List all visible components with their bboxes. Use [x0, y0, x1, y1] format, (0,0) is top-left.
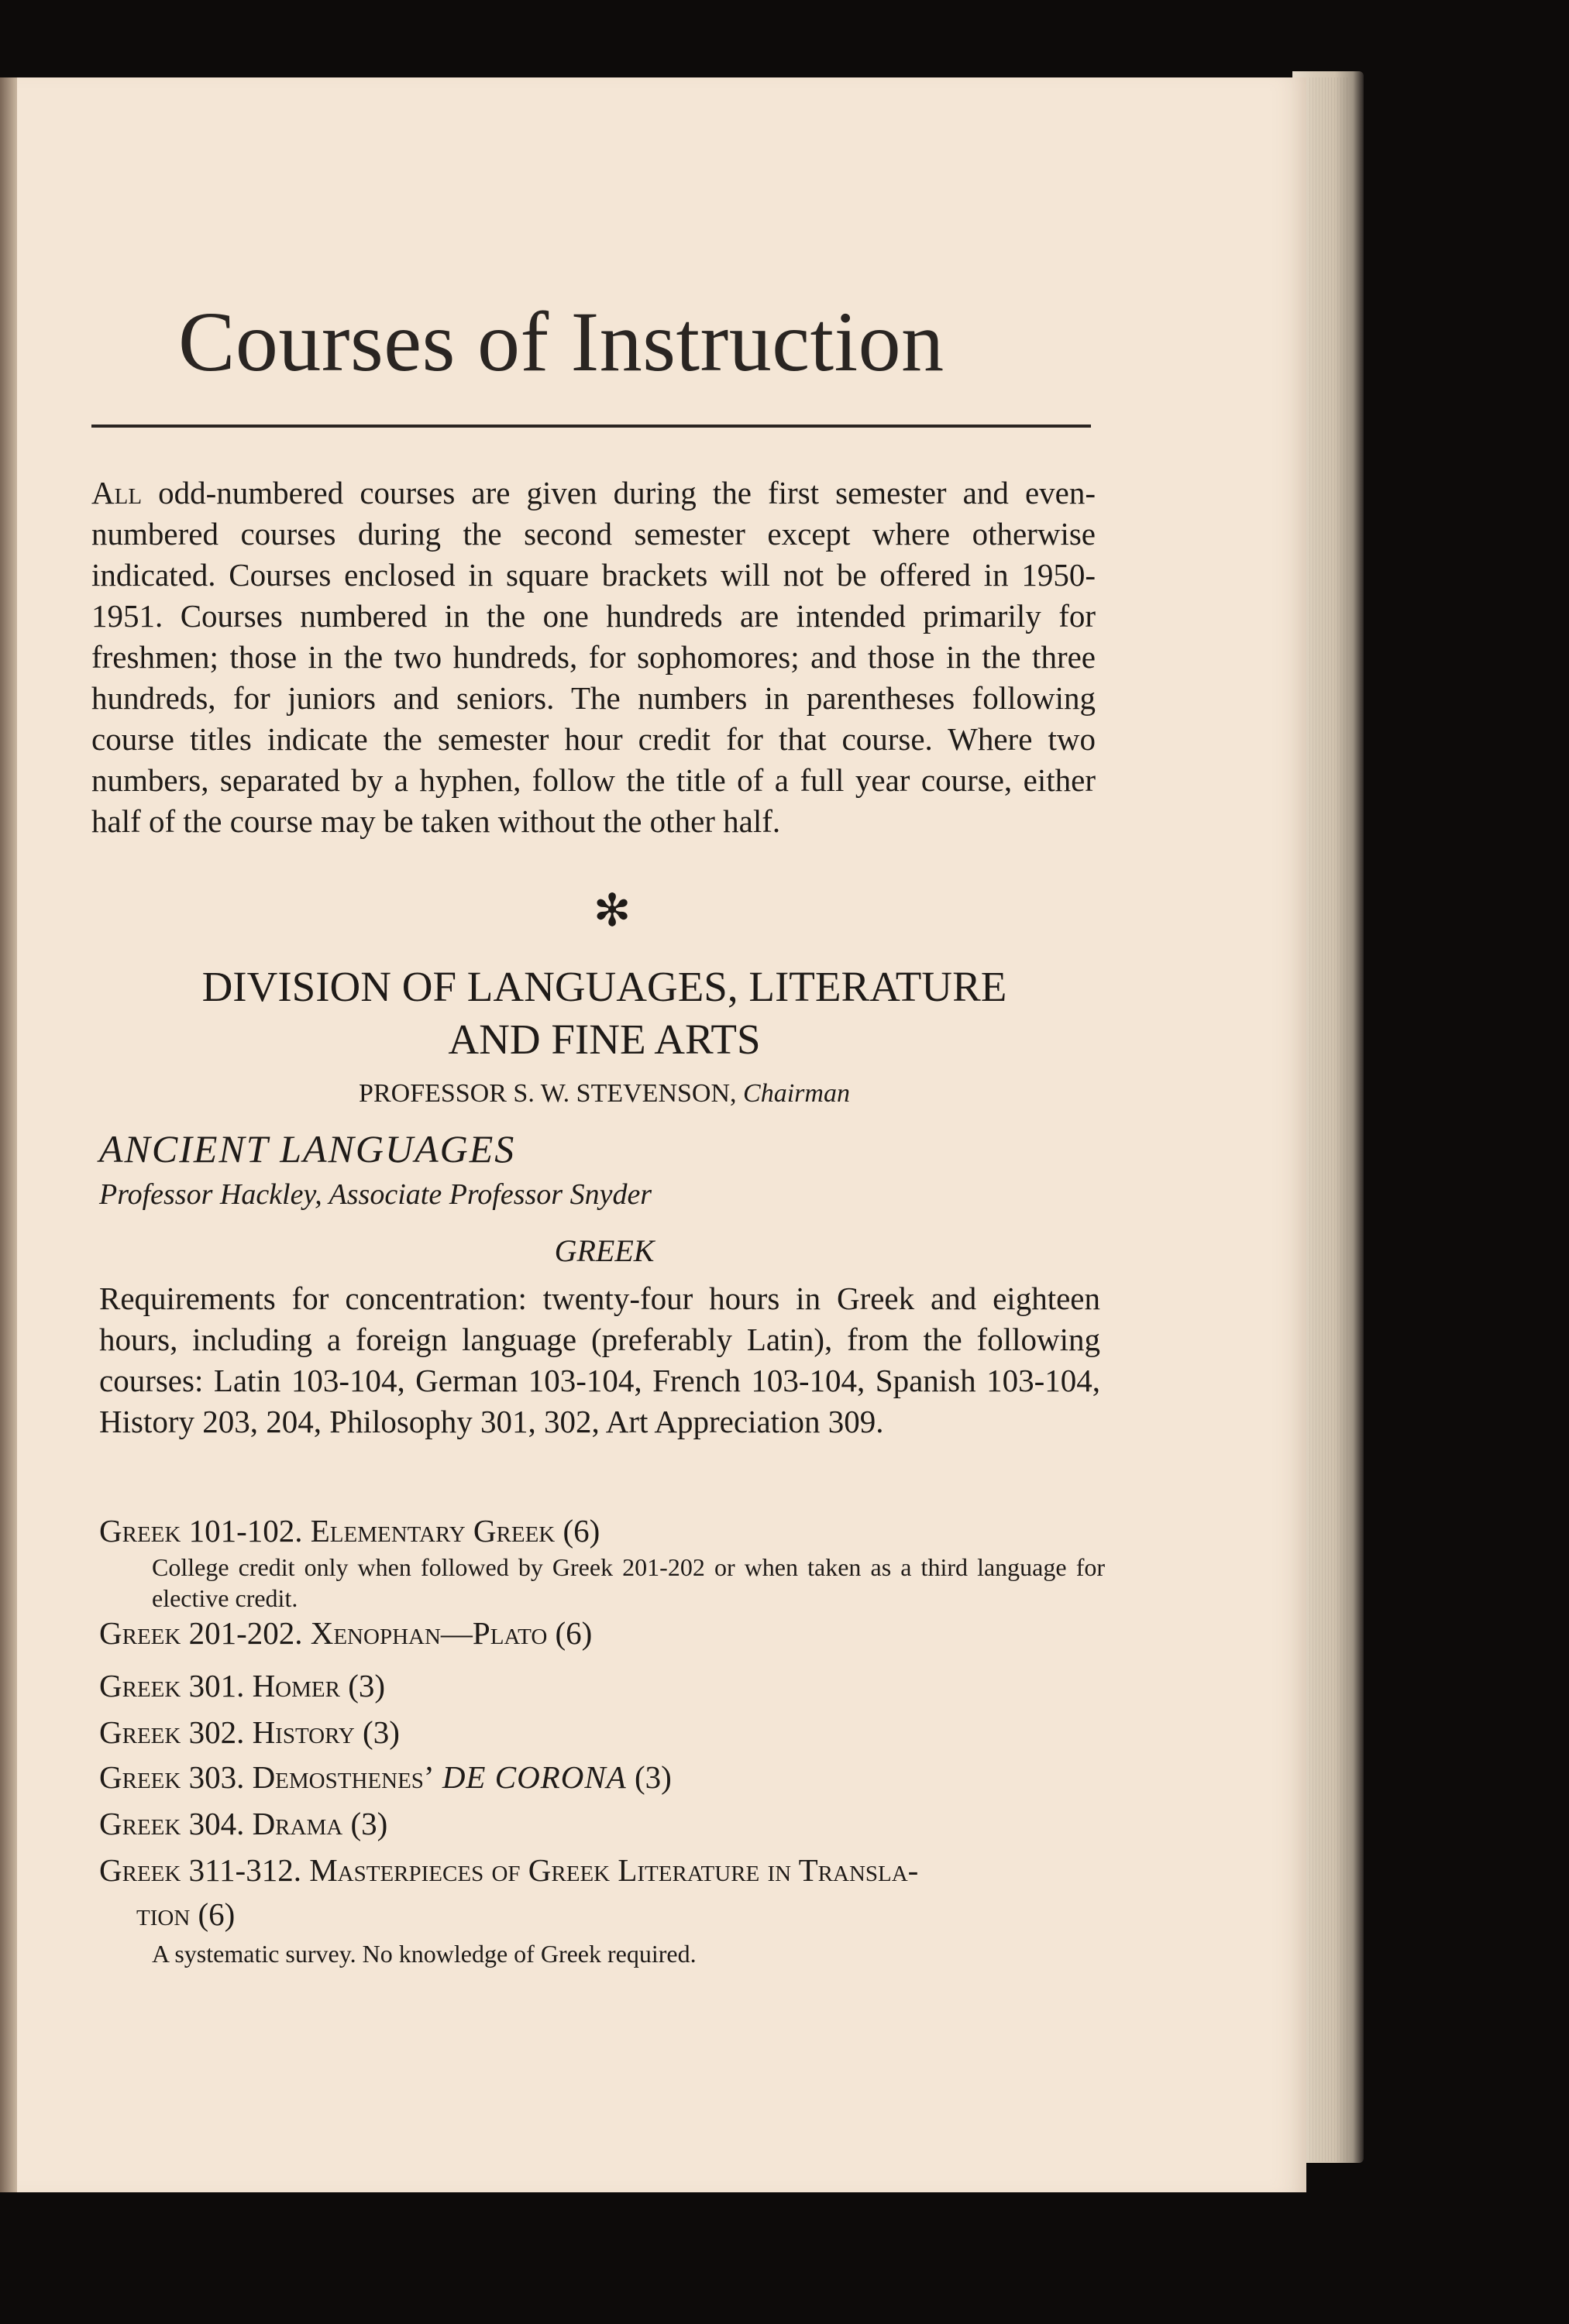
department-faculty: Professor Hackley, Associate Professor Snyder [99, 1178, 652, 1211]
course-credit: (3) [363, 1714, 400, 1750]
course-number: Greek 201-202. [99, 1615, 303, 1651]
course-credit: (6) [563, 1513, 600, 1549]
intro-text: odd-numbered courses are given during the first semester and even-numbered courses during the second semester except where otherwise indicated. Courses enclosed in square brackets will not be offered in 1950-1951. Courses numbered in the one hundreds are intended primarily for freshmen; those in the two hundreds, for sophomores; and those in the three hundreds, for juniors and seniors. The numbers in parentheses following course titles indicate the semester hour credit for that course. Where two numbers, separated by a hyphen, follow the title of a full year course, either half of the course may be taken without the other half. [91, 475, 1096, 839]
division-heading-line-1: DIVISION OF LANGUAGES, LITERATURE [201, 963, 1007, 1010]
section-separator-asterisk: ✻ [593, 884, 631, 937]
course-number: Greek 301. [99, 1668, 245, 1703]
division-heading-line-2: AND FINE ARTS [448, 1016, 761, 1063]
course-note: A systematic survey. No knowledge of Greek required. [152, 1940, 697, 1968]
course-name: Homer [252, 1668, 340, 1703]
intro-paragraph [91, 473, 1096, 842]
department-title: ANCIENT LANGUAGES [99, 1127, 516, 1171]
course-credit: (3) [348, 1668, 386, 1703]
course-entry [99, 1712, 1106, 1752]
course-name: Elementary Greek [310, 1513, 556, 1549]
page-title: Courses of Instruction [178, 294, 944, 389]
course-number: Greek 311-312. [99, 1852, 301, 1888]
intro-lead-word: All [91, 475, 143, 511]
course-credit: (3) [634, 1759, 672, 1795]
division-heading [77, 961, 1131, 1066]
chairman-title: Chairman [743, 1079, 850, 1108]
chairman-name: PROFESSOR S. W. STEVENSON, [359, 1079, 744, 1108]
course-name: History [252, 1714, 355, 1750]
division-chairman [77, 1077, 1131, 1111]
course-entry [99, 1511, 1106, 1551]
course-number: Greek 304. [99, 1806, 245, 1841]
course-continuation [136, 1894, 235, 1934]
course-name-continued: tion [136, 1896, 191, 1932]
course-credit: (3) [350, 1806, 388, 1841]
course-number: Greek 303. [99, 1759, 245, 1795]
course-credit: (6) [198, 1896, 236, 1932]
course-name: Demosthenes’ [252, 1759, 435, 1795]
concentration-requirements: Requirements for concentration: twenty-four hours in Greek and eighteen hours, including a foreign language (preferably Latin), from the following courses: Latin 103-104, German 103-104, French 103-104, Spanish 103-104, History 203, 204, Philosophy 301, 302, Art Appreciation 309. [99, 1281, 1100, 1439]
course-entry [99, 1757, 1106, 1797]
course-note: College credit only when followed by Greek 201-202 or when taken as a third language for elective credit. [152, 1553, 1105, 1612]
course-entry [99, 1803, 1106, 1844]
course-entry [99, 1666, 1106, 1706]
course-name: Xenophan—Plato [310, 1615, 548, 1651]
course-name-italic: DE CORONA [442, 1759, 627, 1795]
course-entry [99, 1850, 1106, 1890]
course-credit: (6) [555, 1615, 593, 1651]
course-name: Drama [252, 1806, 343, 1841]
subject-title: GREEK [554, 1233, 655, 1268]
course-entry [99, 1613, 1106, 1653]
course-number: Greek 302. [99, 1714, 245, 1750]
course-number: Greek 101-102. [99, 1513, 303, 1549]
course-name: Masterpieces of Greek Literature in Transla- [309, 1852, 919, 1888]
title-rule [91, 425, 1091, 428]
